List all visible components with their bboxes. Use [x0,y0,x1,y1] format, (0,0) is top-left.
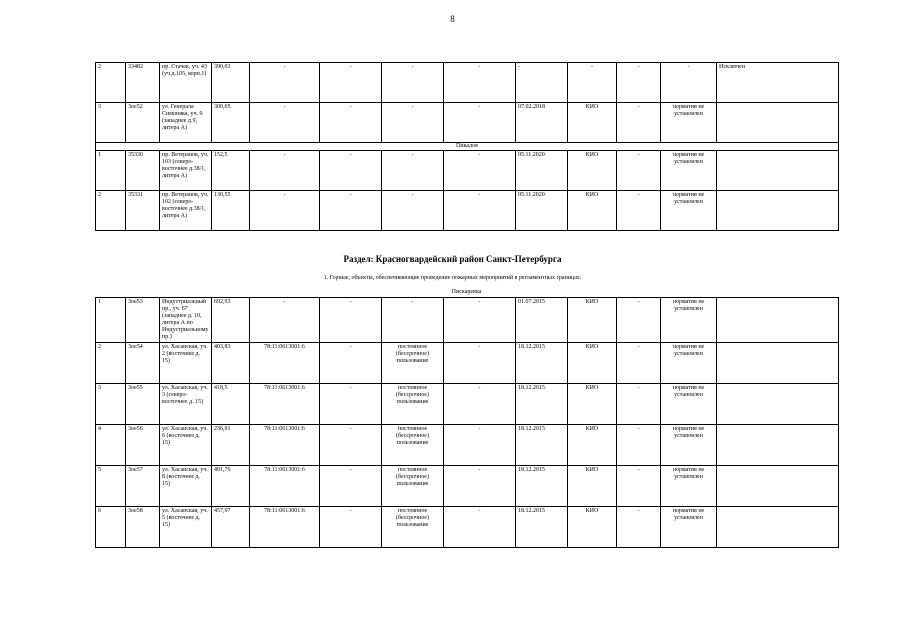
table-row [96,191,839,231]
objects-table-top [95,62,839,231]
cell-right: - [382,63,444,103]
cell-cadastral: - [250,191,320,231]
cell-date: 18.12.2015 [516,384,568,425]
cell-col8: - [444,103,516,143]
cell-col8: - [444,507,516,548]
cell-address: ул. Хасанская, уч. 5 (восточнее д. 15) [160,507,212,548]
table-row [96,343,839,384]
cell-note [717,343,839,384]
cell-area: 418,5 [212,384,250,425]
page-number: 8 [450,14,455,24]
cell-right: - [382,103,444,143]
cell-col8: - [444,298,516,343]
cell-note [717,466,839,507]
cell-col11: - [617,63,661,103]
cell-col8: - [444,466,516,507]
cell-number: 2 [96,63,126,103]
cell-col8: - [444,191,516,231]
cell-col11: - [617,425,661,466]
cell-code: 3ое53 [126,298,160,343]
table-row [96,63,839,103]
table-row [96,425,839,466]
cell-col8: - [444,425,516,466]
cell-address: пр. Ветеранов, уч. 102 (северо-восточнее д.38/1, литера А) [160,191,212,231]
cell-norm: - [661,63,717,103]
cell-org: КИО [568,191,617,231]
cell-address: ул. Хасанская, уч. 3 (северо-восточнее д. 15) [160,384,212,425]
cell-cadastral: - [250,298,320,343]
cell-area: 457,97 [212,507,250,548]
cell-address: пр. Стачек, уч. 43 (уч.д.105, корп.1) [160,63,212,103]
cell-col6: - [320,425,382,466]
cell-area: 491,76 [212,466,250,507]
cell-note [717,151,839,191]
cell-area: 692,93 [212,298,250,343]
cell-address: пр. Ветеранов, уч. 103 (северо-восточнее д.38/1, литера А) [160,151,212,191]
cell-code: 3ое54 [126,343,160,384]
cell-code: 3ое55 [126,384,160,425]
cell-date: 18.12.2015 [516,343,568,384]
cell-number: 2 [96,191,126,231]
cell-right: - [382,298,444,343]
cell-col6: - [320,151,382,191]
cell-date: 18.12.2015 [516,425,568,466]
cell-area: 403,83 [212,343,250,384]
cell-org: КИО [568,384,617,425]
cell-col8: - [444,63,516,103]
cell-org: КИО [568,507,617,548]
cell-col11: - [617,507,661,548]
cell-right: - [382,191,444,231]
cell-number: 6 [96,507,126,548]
cell-col11: - [617,298,661,343]
table-row [96,384,839,425]
cell-col11: - [617,151,661,191]
cell-norm: норматив не установлен [661,507,717,548]
cell-right: - [382,151,444,191]
cell-address: ул. Генерала Симоняка, уч. 9 (западнее д.9, литера А) [160,103,212,143]
cell-org: КИО [568,298,617,343]
cell-cadastral: 78:11:0613001:6 [250,384,320,425]
cell-note [717,103,839,143]
cell-col8: - [444,151,516,191]
cell-cadastral: - [250,63,320,103]
cell-number: 3 [96,103,126,143]
cell-address: Индустриальный пр., уч. 67 (западнее д. 10, литера А по Индустриальному пр.) [160,298,212,343]
cell-area: 130,55 [212,191,250,231]
cell-area: 300,05 [212,103,250,143]
cell-number: 4 [96,425,126,466]
cell-cadastral: - [250,103,320,143]
cell-number: 1 [96,298,126,343]
cell-address: ул. Хасанская, уч. 8 (восточнее д. 15) [160,466,212,507]
cell-norm: норматив не установлен [661,384,717,425]
cell-norm: норматив не установлен [661,103,717,143]
section-group-label: Пискаревка [451,289,482,295]
cell-code: 35331 [126,191,160,231]
cell-org: КИО [568,103,617,143]
cell-col8: - [444,384,516,425]
cell-col6: - [320,466,382,507]
cell-address: ул. Хасанская, уч. 6 (восточнее д. 15) [160,425,212,466]
cell-code: 3ое58 [126,507,160,548]
section-subtitle: 1. Горные, объекты, обеспечивающие проведение пожарных мероприятий в регламентных границах. [323,275,582,281]
cell-right: постоянное (бессрочное) пользование [382,425,444,466]
cell-norm: норматив не установлен [661,191,717,231]
objects-table-bottom [95,297,839,548]
cell-cadastral: 78:11:0613001:6 [250,425,320,466]
cell-norm: норматив не установлен [661,425,717,466]
group-label: Пикалов [96,143,839,151]
cell-note: Исключен [717,63,839,103]
cell-number: 1 [96,151,126,191]
group-row [96,143,839,151]
cell-cadastral: - [250,151,320,191]
section-title: Раздел: Красногвардейский район Санкт-Петербурга [343,254,562,264]
cell-col6: - [320,191,382,231]
cell-code: 3ое52 [126,103,160,143]
cell-org: - [568,63,617,103]
cell-date: 18.12.2015 [516,466,568,507]
cell-col6: - [320,384,382,425]
cell-right: постоянное (бессрочное) пользование [382,343,444,384]
cell-norm: норматив не установлен [661,343,717,384]
cell-org: КИО [568,466,617,507]
cell-col6: - [320,103,382,143]
cell-col11: - [617,466,661,507]
table-row [96,103,839,143]
cell-cadastral: 78:11:0613001:6 [250,466,320,507]
cell-right: постоянное (бессрочное) пользование [382,384,444,425]
cell-org: КИО [568,151,617,191]
cell-col11: - [617,191,661,231]
cell-code: 3ое57 [126,466,160,507]
cell-code: 33482 [126,63,160,103]
cell-right: постоянное (бессрочное) пользование [382,507,444,548]
cell-date: 07.02.2018 [516,103,568,143]
cell-number: 2 [96,343,126,384]
table-row [96,466,839,507]
cell-note [717,425,839,466]
cell-col6: - [320,343,382,384]
cell-norm: норматив не установлен [661,466,717,507]
cell-date: 05.11.2020 [516,191,568,231]
cell-cadastral: 78:11:0613001:6 [250,507,320,548]
cell-norm: норматив не установлен [661,151,717,191]
cell-org: КИО [568,425,617,466]
cell-note [717,191,839,231]
cell-note [717,507,839,548]
cell-col11: - [617,343,661,384]
cell-address: ул. Хасанская, уч. 2 (восточнее д. 15) [160,343,212,384]
cell-col11: - [617,384,661,425]
cell-code: 3ое56 [126,425,160,466]
table-row [96,507,839,548]
cell-col8: - [444,343,516,384]
cell-date: - [516,63,568,103]
cell-date: 05.11.2020 [516,151,568,191]
cell-col6: - [320,63,382,103]
cell-area: 390,03 [212,63,250,103]
cell-org: КИО [568,343,617,384]
cell-norm: норматив не установлен [661,298,717,343]
cell-area: 152,5 [212,151,250,191]
cell-number: 5 [96,466,126,507]
cell-note [717,384,839,425]
cell-col6: - [320,298,382,343]
cell-area: 236,91 [212,425,250,466]
cell-right: постоянное (бессрочное) пользование [382,466,444,507]
cell-code: 35330 [126,151,160,191]
cell-number: 3 [96,384,126,425]
cell-cadastral: 78:11:0613001:6 [250,343,320,384]
cell-note [717,298,839,343]
cell-col11: - [617,103,661,143]
table-row [96,151,839,191]
table-row [96,298,839,343]
cell-col6: - [320,507,382,548]
cell-date: 01.07.2015 [516,298,568,343]
cell-date: 18.12.2015 [516,507,568,548]
